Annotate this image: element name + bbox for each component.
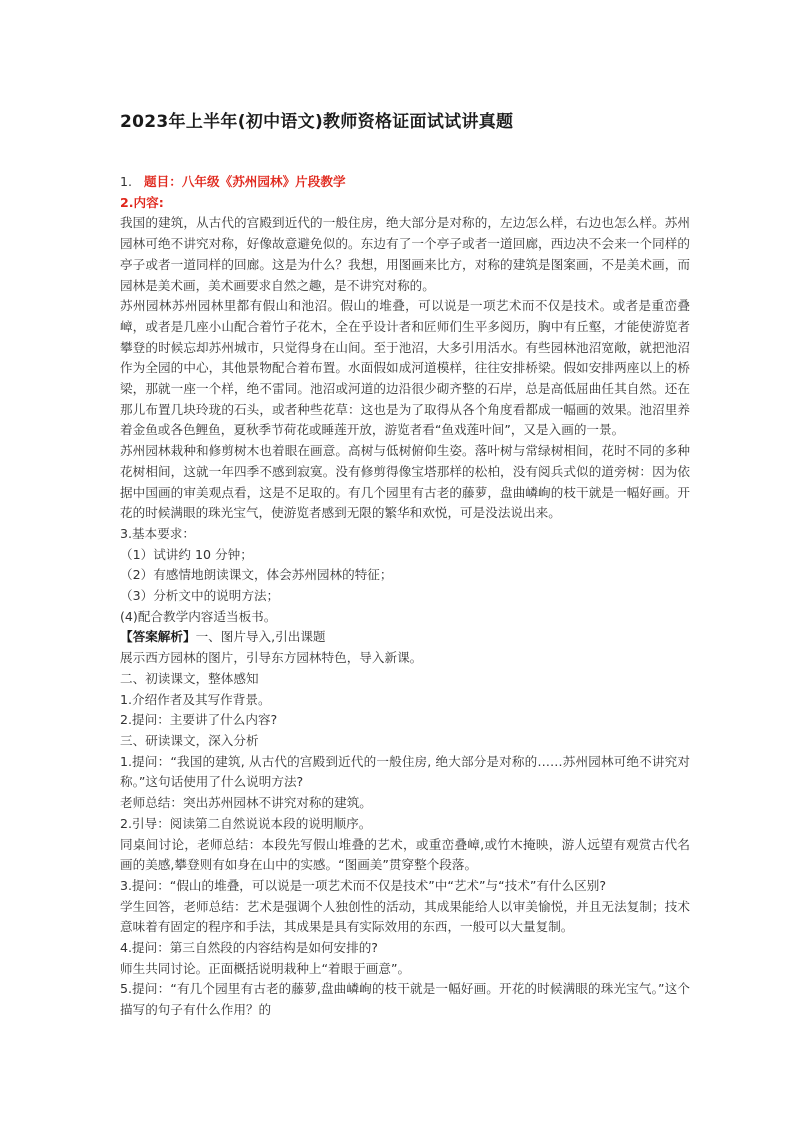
page-title: 2023年上半年(初中语文)教师资格证面试试讲真题 [120, 112, 514, 132]
answer-label: 【答案解析】 [120, 629, 196, 645]
document-body [120, 172, 690, 1021]
answer-line: 5.提问：“有几个园里有古老的藤萝,盘曲嶙峋的枝干就是一幅好画。开花的时候满眼的珠光宝气。”这个描写的句子有什么作用？的 [120, 981, 690, 1018]
answer-line: 1.提问：“我国的建筑, 从古代的宫殿到近代的一般住房, 绝大部分是对称的……苏州园林可绝不讲究对称。”这句话使用了什么说明方法? [120, 753, 690, 790]
question-line [120, 172, 690, 193]
passage-paragraph-2: 苏州园林苏州园林里都有假山和池沼。假山的堆叠，可以说是一项艺术而不仅是技术。或者是重峦叠嶂，或者是几座小山配合着竹子花木，全在乎设计者和匠师们生平多阅历，胸中有丘壑，才能使游览者攀登的时候忘却苏州城市，只觉得身在山间。至于池沼，大多引用活水。有些园林池沼宽敞，就把池沼作为全园的中心，其他景物配合着布置。水面假如成河道模样，往往安排桥梁。假如安排两座以上的桥梁，那就一座一个样，绝不雷同。池沼或河道的边沿很少砌齐整的石岸，总是高低屈曲任其自然。还在那儿布置几块玲珑的石头，或者种些花草：这也是为了取得从各个角度看都成一幅画的效果。池沼里养着金鱼或各色鲤鱼，夏秋季节荷花或睡莲开放，游览者看“鱼戏莲叶间”，又是入画的一景。 [120, 298, 690, 438]
answer-line: 2.提问：主要讲了什么内容? [120, 712, 278, 728]
content-label: 2.内容: [120, 194, 164, 210]
answer-line: 同桌间讨论，老师总结：本段先写假山堆叠的艺术，或重峦叠嶂,或竹木掩映，游人远望有观赏古代名画的美感,攀登则有如身在山中的实感。“图画美”贯穿整个段落。 [120, 836, 690, 873]
question-topic: 题目：八年级《苏州园林》片段教学 [144, 174, 346, 189]
requirement-item: （3）分析文中的说明方法； [120, 588, 280, 604]
answer-line: 2.引导：阅读第二自然说说本段的说明顺序。 [120, 815, 372, 831]
answer-line: 展示西方园林的图片，引导东方园林特色，导入新课。 [120, 650, 423, 666]
answer-line: 3.提问：“假山的堆叠，可以说是一项艺术而不仅是技术”中“艺术”与“技术”有什么区别? [120, 877, 607, 893]
requirement-item: （1）试讲约 10 分钟； [120, 546, 253, 562]
answer-line: 4.提问：第三自然段的内容结构是如何安排的? [120, 940, 378, 956]
answer-first-line [120, 627, 690, 648]
passage-paragraph-3: 苏州园林栽种和修剪树木也着眼在画意。高树与低树俯仰生姿。落叶树与常绿树相间，花时不同的多种花树相间，这就一年四季不感到寂寞。没有修剪得像宝塔那样的松柏，没有阅兵式似的道旁树：因为依据中国画的审美观点看，这是不足取的。有几个园里有古老的藤萝，盘曲嶙峋的枝干就是一幅好画。开花的时候满眼的珠光宝气，使游览者感到无限的繁华和欢悦，可是没法说出来。 [120, 443, 690, 521]
answer-line: 三、研读课文，深入分析 [120, 732, 259, 748]
answer-line: 学生回答，老师总结：艺术是强调个人独创性的活动，其成果能给人以审美愉悦，并且无法复制；技术意味着有固定的程序和手法，其成果是具有实际效用的东西，一般可以大量复制。 [120, 898, 690, 935]
requirements-heading: 3.基本要求： [120, 525, 195, 541]
requirement-item: (4)配合教学内容适当板书。 [120, 608, 277, 624]
passage-paragraph-1: 我国的建筑，从古代的宫殿到近代的一般住房，绝大部分是对称的，左边怎么样，右边也怎么样。苏州园林可绝不讲究对称，好像故意避免似的。东边有了一个亭子或者一道回廊，西边决不会来一个同样的亭子或者一道同样的回廊。这是为什么？我想，用图画来比方，对称的建筑是图案画，不是美术画，而园林是美术画，美术画要求自然之趣，是不讲究对称的。 [120, 215, 690, 293]
answer-line: 二、初读课文，整体感知 [120, 670, 259, 686]
answer-line: 师生共同讨论。正面概括说明栽种上“着眼于画意”。 [120, 960, 411, 976]
answer-step-1: 一、图片导入,引出课题 [195, 629, 326, 645]
answer-line: 老师总结：突出苏州园林不讲究对称的建筑。 [120, 795, 372, 811]
requirement-item: （2）有感情地朗读课文，体会苏州园林的特征； [120, 567, 393, 583]
answer-line: 1.介绍作者及其写作背景。 [120, 691, 271, 707]
question-number: 1. [120, 174, 133, 189]
